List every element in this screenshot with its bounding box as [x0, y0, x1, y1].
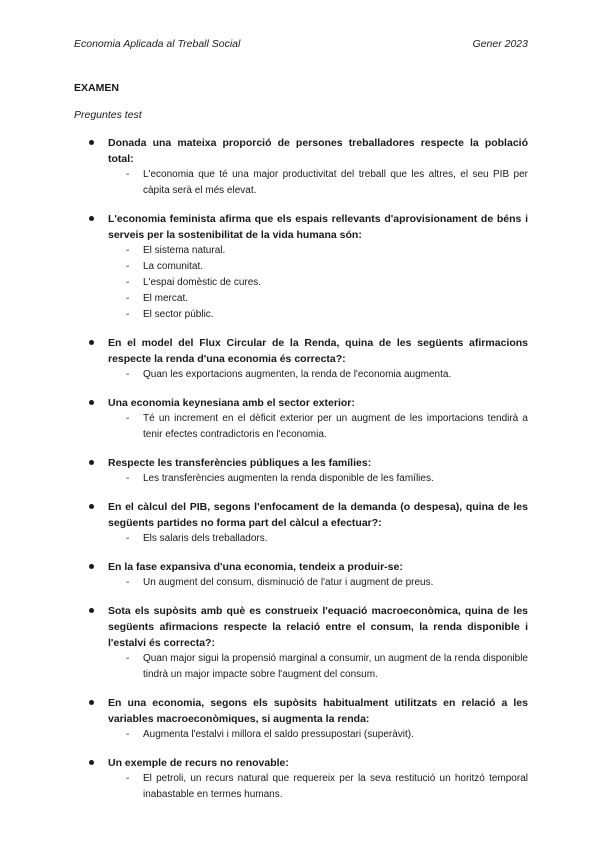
answer-item	[108, 411, 528, 443]
question-item	[88, 335, 528, 383]
answer-item	[108, 575, 528, 591]
answer-item	[108, 531, 528, 547]
dash-marker: -	[126, 729, 130, 740]
answer-list	[108, 167, 528, 199]
answer-item	[108, 771, 528, 803]
question-text: En una economia, segons els supòsits habitualment utilitzats en relació a les variables macroeconòmiques, si augmenta la renda:	[108, 697, 528, 725]
question-text: En el càlcul del PIB, segons l'enfocament de la demanda (o despesa), quina de les següents partides no forma part del càlcul a efectuar?:	[108, 501, 528, 529]
question-text: En el model del Flux Circular de la Renda, quina de les següents afirmacions respecte la renda d'una economia és correcta?:	[108, 337, 528, 365]
bullet-icon	[89, 504, 94, 509]
bullet-icon	[89, 340, 94, 345]
answer-text: Quan major sigui la propensió marginal a consumir, un augment de la renda disponible tindrà un major impacte sobre l'augment del consum.	[143, 653, 528, 680]
bullet-icon	[89, 216, 94, 221]
answer-text: Té un increment en el dèficit exterior per un augment de les importacions tendirà a tenir efectes contradictoris en l'economia.	[143, 413, 528, 440]
answer-item	[108, 275, 528, 291]
answer-text: Augmenta l'estalvi i millora el saldo pressupostari (superàvit).	[143, 729, 414, 740]
dash-marker: -	[126, 309, 130, 320]
dash-marker: -	[126, 293, 130, 304]
bullet-icon	[89, 760, 94, 765]
question-item	[88, 499, 528, 547]
question-item	[88, 603, 528, 683]
question-item	[88, 559, 528, 591]
dash-marker: -	[126, 245, 130, 256]
answer-item	[108, 307, 528, 323]
question-item	[88, 695, 528, 743]
dash-marker: -	[126, 369, 130, 380]
bullet-icon	[89, 460, 94, 465]
answer-text: El petroli, un recurs natural que requereix per la seva restitució un horitzó temporal inabastable en termes humans.	[143, 773, 528, 800]
question-text: Una economia keynesiana amb el sector exterior:	[108, 397, 355, 409]
dash-marker: -	[126, 277, 130, 288]
answer-list	[108, 471, 528, 487]
question-item	[88, 211, 528, 323]
answer-text: Els salaris dels treballadors.	[143, 533, 268, 544]
answer-list	[108, 727, 528, 743]
answer-item	[108, 259, 528, 275]
answer-list	[108, 771, 528, 803]
dash-marker: -	[126, 261, 130, 272]
question-text: Un exemple de recurs no renovable:	[108, 757, 289, 769]
answer-item	[108, 167, 528, 199]
answer-text: Les transferències augmenten la renda disponible de les famílies.	[143, 473, 434, 484]
dash-marker: -	[126, 653, 130, 664]
course-name: Economia Aplicada al Treball Social	[74, 38, 241, 50]
answer-item	[108, 243, 528, 259]
dash-marker: -	[126, 773, 130, 784]
question-item	[88, 135, 528, 199]
dash-marker: -	[126, 413, 130, 424]
bullet-icon	[89, 700, 94, 705]
answer-item	[108, 651, 528, 683]
answer-text: Quan les exportacions augmenten, la renda de l'economia augmenta.	[143, 369, 452, 380]
bullet-icon	[89, 400, 94, 405]
answer-text: L'economia que té una major productivitat del treball que les altres, el seu PIB per càpita serà el més elevat.	[143, 169, 528, 196]
answer-item	[108, 367, 528, 383]
question-text: L'economia feminista afirma que els espais rellevants d'aprovisionament de béns i serveis per la sostenibilitat de la vida humana són:	[108, 213, 528, 241]
answer-text: El sector públic.	[143, 309, 214, 320]
bullet-icon	[89, 564, 94, 569]
question-text: Donada una mateixa proporció de persones treballadores respecte la població total:	[108, 137, 528, 165]
question-text: Sota els supòsits amb què es construeix l'equació macroeconòmica, quina de les següents afirmacions respecte la relació entre el consum, la renda disponible i l'estalvi és correcta?:	[108, 605, 528, 649]
answer-text: El sistema natural.	[143, 245, 226, 256]
question-item	[88, 755, 528, 803]
dash-marker: -	[126, 533, 130, 544]
question-list	[88, 135, 528, 815]
answer-item	[108, 291, 528, 307]
question-text: Respecte les transferències públiques a les famílies:	[108, 457, 372, 469]
answer-text: L'espai domèstic de cures.	[143, 277, 262, 288]
answer-item	[108, 727, 528, 743]
question-text: En la fase expansiva d'una economia, tendeix a produir-se:	[108, 561, 403, 573]
section-subtitle: Preguntes test	[74, 109, 142, 121]
bullet-icon	[89, 140, 94, 145]
answer-list	[108, 367, 528, 383]
question-item	[88, 395, 528, 443]
exam-date: Gener 2023	[472, 38, 528, 50]
answer-text: La comunitat.	[143, 261, 204, 272]
dash-marker: -	[126, 169, 130, 180]
answer-list	[108, 531, 528, 547]
bullet-icon	[89, 608, 94, 613]
answer-list	[108, 651, 528, 683]
answer-list	[108, 411, 528, 443]
dash-marker: -	[126, 577, 130, 588]
answer-list	[108, 575, 528, 591]
answer-text: El mercat.	[143, 293, 189, 304]
dash-marker: -	[126, 473, 130, 484]
answer-item	[108, 471, 528, 487]
answer-text: Un augment del consum, disminució de l'atur i augment de preus.	[143, 577, 434, 588]
question-item	[88, 455, 528, 487]
page-title: EXAMEN	[74, 82, 119, 94]
answer-list	[108, 243, 528, 323]
